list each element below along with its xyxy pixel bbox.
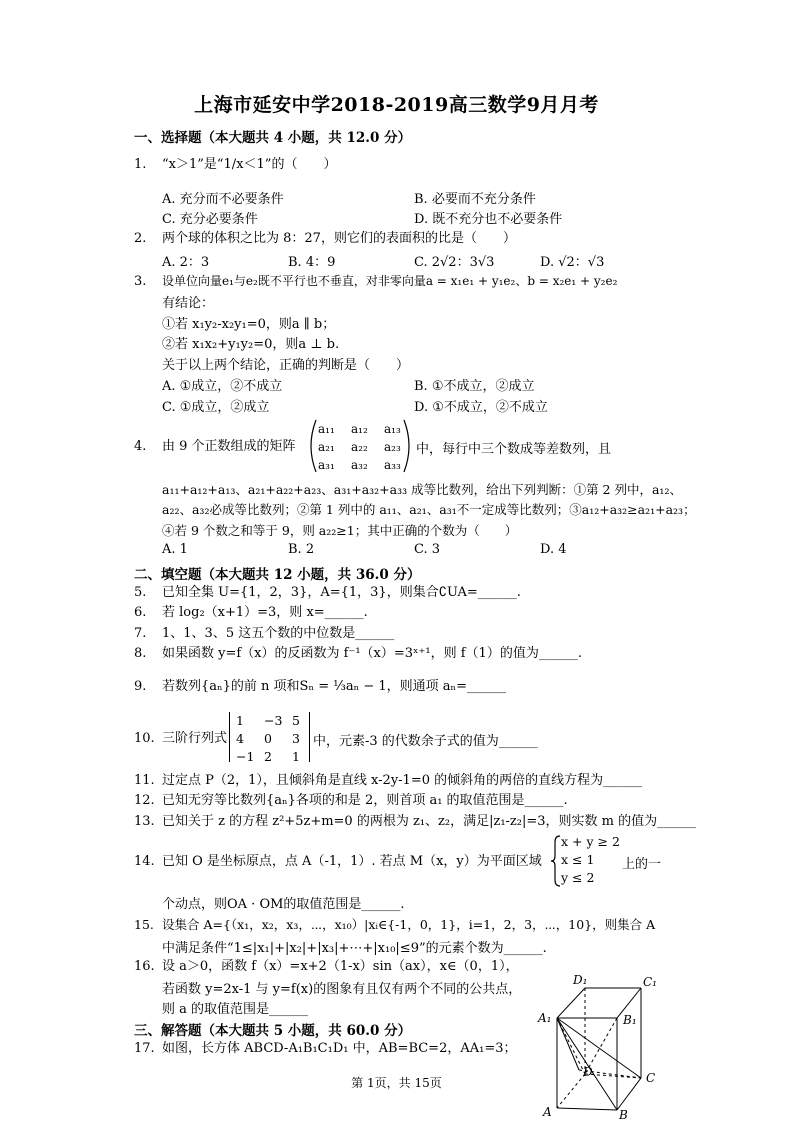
option-a: A. 1: [162, 542, 188, 557]
option-a: A. ①成立，②不成立: [162, 379, 283, 394]
question-number: 1.: [134, 157, 147, 172]
question-text: 1、1、3、5 这五个数的中位数是______: [162, 626, 395, 641]
section-answer: 三、解答题（本大题共 5 小题，共 60.0 分）: [134, 1023, 412, 1039]
question-line: 则 a 的取值范围是______: [162, 1002, 309, 1017]
option-d: D. √2：√3: [540, 255, 605, 270]
question-text: 已知全集 U={1，2，3}，A={1，3}，则集合∁UA=______.: [162, 585, 521, 600]
option-c: C. ①成立，②成立: [162, 400, 270, 415]
question-number: 6.: [134, 605, 147, 620]
matrix-cell: a₂₁: [318, 440, 335, 454]
label-c1: C₁: [643, 975, 657, 989]
option-c: C. 充分必要条件: [162, 212, 258, 227]
question-text: 两个球的体积之比为 8：27，则它们的表面积的比是（ ）: [162, 231, 516, 246]
matrix-cell: a₃₁: [318, 458, 335, 472]
question-line: ②若 x₁x₂+y₁y₂=0，则a ⊥ b.: [162, 337, 340, 352]
question-text: 过定点 P（2，1），且倾斜角是直线 x-2y-1=0 的倾斜角的两倍的直线方程为______: [162, 773, 643, 788]
question-16: [134, 958, 519, 975]
matrix-cell: 4: [236, 731, 244, 746]
section-fill: 二、填空题（本大题共 12 小题，共 36.0 分）: [134, 567, 421, 583]
question-1: [134, 156, 336, 173]
question-number: 12.: [134, 793, 155, 808]
option-b: B. 4：9: [288, 255, 336, 270]
label-a1: A₁: [538, 1011, 552, 1025]
question-text: 上的一: [622, 857, 662, 872]
question-13: [134, 813, 696, 830]
label-d1: D₁: [573, 973, 588, 987]
question-text: 已知关于 z 的方程 z²+5z+m=0 的两根为 z₁、z₂，满足|z₁-z₂|=3，则实数 m 的值为______: [162, 814, 697, 829]
matrix-cell: 0: [264, 731, 272, 746]
question-5: [134, 584, 521, 601]
question-text: 如果函数 y=f（x）的反函数为 f⁻¹（x）=3ˣ⁺¹，则 f（1）的值为______.: [162, 646, 582, 661]
question-line: ①若 x₁y₂-x₂y₁=0，则a ∥ b；: [162, 317, 336, 332]
matrix-cell: a₁₁: [318, 422, 335, 436]
matrix-cell: 1: [236, 713, 244, 728]
question-9: [134, 678, 506, 695]
matrix-cell: a₂₃: [384, 440, 401, 454]
question-text: 已知无穷等比数列{aₙ}各项的和是 2，则首项 a₁ 的取值范围是______.: [162, 793, 568, 808]
matrix-cell: 3: [292, 731, 300, 746]
label-a: A: [543, 1105, 552, 1119]
label-b1: B₁: [623, 1013, 637, 1027]
cuboid-figure: [535, 970, 665, 1120]
question-10: [134, 730, 227, 747]
question-line: 关于以上两个结论，正确的判断是（ ）: [162, 358, 410, 373]
constraint-2: x ≤ 1: [561, 852, 595, 867]
question-text: 设 a＞0，函数 f（x）=x+2（1-x）sin（ax），x∈（0，1），: [162, 959, 519, 974]
question-14: [134, 853, 542, 870]
question-number: 15.: [134, 917, 154, 932]
determinant-right-bar: [309, 712, 312, 762]
question-number: 2.: [134, 231, 147, 246]
option-c: C. 3: [414, 542, 441, 557]
section-choice: 一、选择题（本大题共 4 小题，共 12.0 分）: [134, 130, 412, 146]
question-number: 13.: [134, 814, 155, 829]
option-d: D. 既不充分也不必要条件: [414, 212, 563, 227]
question-12: [134, 792, 568, 809]
constraint-3: y ≤ 2: [561, 870, 595, 885]
question-2: [134, 230, 516, 247]
question-number: 5.: [134, 585, 147, 600]
question-line: a₂₂、a₃₂必成等比数列；②第 1 列中的 a₁₁、a₂₁、a₃₁不一定成等比数列；③a₁₂+a₃₂≥a₂₁+a₂₃；: [162, 502, 696, 517]
question-number: 8.: [134, 646, 147, 661]
option-d: D. 4: [540, 542, 567, 557]
question-line: ④若 9 个数之和等于 9，则 a₂₂≥1；其中正确的个数为（ ）: [162, 523, 518, 538]
question-line: a₁₁+a₁₂+a₁₃、a₂₁+a₂₂+a₂₃、a₃₁+a₃₂+a₃₃ 成等比数列，给出下列判断：①第 2 列中，a₁₂、: [162, 482, 682, 497]
question-line: 若函数 y=2x-1 与 y=f(x)的图象有且仅有两个不同的公共点，: [162, 982, 522, 997]
option-a: A. 2：3: [162, 255, 210, 270]
matrix-cell: 2: [264, 749, 272, 764]
matrix-cell: a₁₃: [384, 422, 401, 436]
question-text: 中，元素-3 的代数余子式的值为______: [313, 734, 538, 749]
label-c: C: [646, 1071, 656, 1085]
question-text: 如图，长方体 ABCD-A₁B₁C₁D₁ 中，AB=BC=2，AA₁=3；: [162, 1041, 517, 1056]
question-text: 三阶行列式: [162, 731, 228, 746]
option-b: B. 2: [288, 542, 315, 557]
question-8: [134, 645, 582, 662]
option-b: B. 必要而不充分条件: [414, 192, 536, 207]
question-text: 若 log₂（x+1）=3，则 x=______.: [162, 605, 368, 620]
question-number: 11.: [134, 773, 155, 788]
page-footer: 第 1页，共 15页: [351, 1076, 442, 1090]
question-text: 设集合 A={（x₁，x₂，x₃，⋯，x₁₀）|xᵢ∈{-1，0，1}，i=1，2，3，⋯，10}，则集合 A: [162, 917, 656, 932]
question-text: 由 9 个正数组成的矩阵: [162, 439, 296, 454]
matrix-cell: a₁₂: [351, 422, 368, 436]
matrix-left-paren: [304, 418, 318, 474]
matrix-right-paren: [402, 418, 416, 474]
question-number: 10.: [134, 731, 155, 746]
question-17: [134, 1040, 517, 1057]
option-c: C. 2√2：3√3: [414, 255, 495, 270]
question-line: 个动点，则OA · OM的取值范围是______.: [162, 897, 405, 912]
matrix-cell: −3: [264, 713, 283, 728]
determinant-10: [236, 712, 308, 766]
matrix-cell: a₂₂: [351, 440, 368, 454]
page-title: 上海市延安中学2018-2019高三数学9月月考: [194, 94, 599, 116]
matrix-cell: −1: [236, 749, 255, 764]
question-15: [134, 916, 655, 933]
question-line: 中满足条件“1≤|x₁|+|x₂|+|x₃|+⋯+|x₁₀|≤9”的元素个数为______.: [162, 941, 547, 956]
question-7: [134, 625, 394, 642]
question-6: [134, 604, 368, 621]
question-number: 9.: [134, 679, 147, 694]
option-a: A. 充分而不必要条件: [162, 192, 284, 207]
question-text: “x＞1”是“1/x＜1”的（ ）: [162, 157, 337, 172]
matrix-cell: 1: [292, 749, 300, 764]
constraint-1: x + y ≥ 2: [561, 834, 620, 849]
question-number: 16.: [134, 959, 155, 974]
question-number: 4.: [134, 439, 147, 454]
matrix-cell: a₃₂: [351, 458, 368, 472]
question-3: [134, 273, 617, 290]
question-11: [134, 772, 642, 789]
question-text: 中，每行中三个数成等差数列，且: [416, 442, 612, 457]
option-d: D. ①不成立，②不成立: [414, 400, 548, 415]
question-4: [134, 438, 296, 455]
determinant-left-bar: [229, 712, 232, 762]
question-number: 17.: [134, 1041, 155, 1056]
question-number: 7.: [134, 626, 147, 641]
question-text: 若数列{aₙ}的前 n 项和Sₙ = ⅓aₙ − 1，则通项 aₙ=______: [162, 679, 507, 694]
label-d: D: [583, 1065, 593, 1079]
label-b: B: [619, 1108, 628, 1120]
question-text: 设单位向量e₁与e₂既不平行也不垂直，对非零向量a = x₁e₁ + y₁e₂、b = x₂e₁ + y₂e₂: [162, 274, 618, 288]
question-text: 已知 O 是坐标原点，点 A（-1，1）. 若点 M（x，y）为平面区域: [162, 854, 542, 869]
option-b: B. ①不成立，②成立: [414, 379, 535, 394]
matrix-cell: 5: [292, 713, 300, 728]
question-number: 3.: [134, 274, 147, 289]
question-number: 14.: [134, 854, 155, 869]
matrix-cell: a₃₃: [384, 458, 401, 472]
question-line: 有结论：: [162, 296, 215, 311]
